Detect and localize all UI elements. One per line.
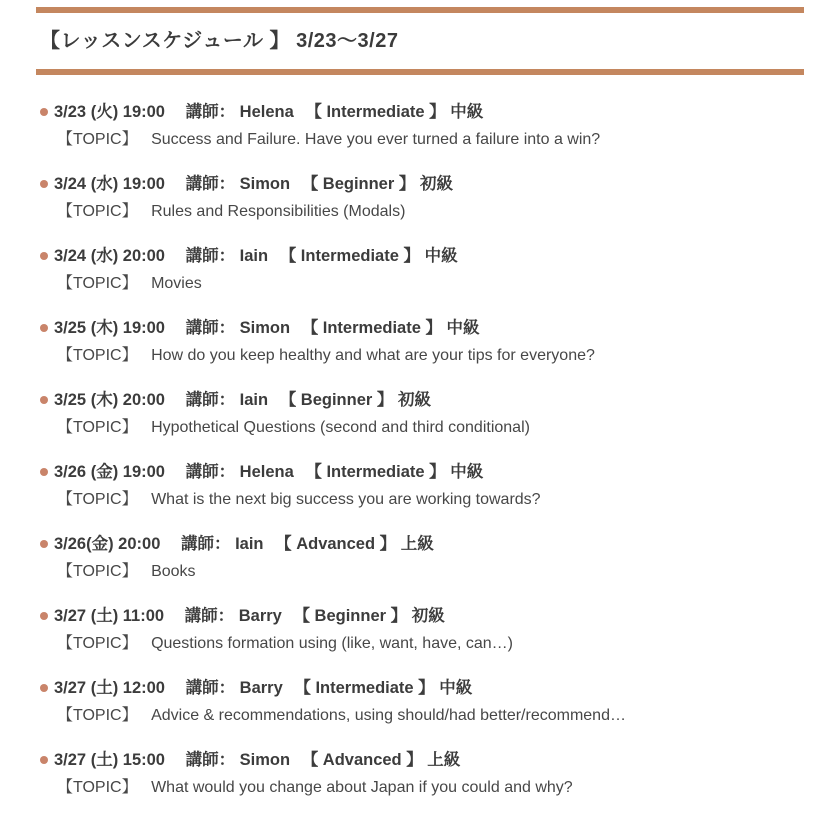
topic-label: 【TOPIC】	[57, 131, 138, 148]
lesson-item	[36, 748, 804, 800]
lesson-heading	[36, 532, 804, 556]
lesson-datetime: 3/26(金) 20:00	[54, 535, 161, 553]
lesson-heading	[36, 604, 804, 628]
top-divider	[36, 7, 804, 13]
instructor-name: Helena	[239, 463, 294, 481]
topic-label: 【TOPIC】	[57, 275, 138, 292]
lesson-datetime: 3/23 (火) 19:00	[54, 103, 165, 121]
lesson-item	[36, 460, 804, 512]
instructor-label: 講師：	[180, 535, 231, 553]
lesson-topic-line	[36, 704, 804, 728]
instructor-name: Helena	[239, 103, 294, 121]
lesson-list	[36, 75, 804, 800]
lesson-datetime: 3/25 (木) 20:00	[54, 391, 165, 409]
bullet-icon	[40, 396, 48, 404]
topic-label: 【TOPIC】	[57, 491, 138, 508]
topic-text: Advice & recommendations, using should/had better/recommend…	[151, 707, 626, 724]
instructor-name: Iain	[239, 247, 269, 265]
bullet-icon	[40, 684, 48, 692]
lesson-datetime: 3/27 (土) 11:00	[54, 607, 165, 625]
lesson-heading	[36, 316, 804, 340]
bullet-icon	[40, 756, 48, 764]
lesson-level-badge: 【 Intermediate 】 中級	[279, 247, 458, 265]
lesson-datetime: 3/24 (水) 19:00	[54, 175, 165, 193]
lesson-topic-line	[36, 416, 804, 440]
lesson-level-badge: 【 Intermediate 】 中級	[294, 679, 473, 697]
lesson-datetime: 3/24 (水) 20:00	[54, 247, 165, 265]
lesson-item	[36, 244, 804, 296]
bullet-icon	[40, 180, 48, 188]
lesson-heading	[36, 748, 804, 772]
bullet-icon	[40, 612, 48, 620]
lesson-level-badge: 【 Beginner 】 初級	[293, 607, 445, 625]
lesson-item	[36, 676, 804, 728]
lesson-heading	[36, 388, 804, 412]
instructor-label: 講師：	[185, 247, 236, 265]
lesson-heading	[36, 676, 804, 700]
instructor-name: Barry	[239, 679, 283, 697]
instructor-name: Simon	[239, 319, 291, 337]
lesson-heading	[36, 100, 804, 124]
lesson-item	[36, 316, 804, 368]
instructor-label: 講師：	[185, 463, 236, 481]
lesson-item	[36, 532, 804, 584]
topic-text: Hypothetical Questions (second and third conditional)	[151, 419, 530, 436]
topic-label: 【TOPIC】	[57, 347, 138, 364]
lesson-item	[36, 172, 804, 224]
instructor-label: 講師：	[185, 103, 236, 121]
instructor-label: 講師：	[185, 175, 236, 193]
instructor-label: 講師：	[185, 391, 236, 409]
lesson-heading	[36, 244, 804, 268]
topic-label: 【TOPIC】	[57, 635, 138, 652]
page-title: 【レッスンスケジュール 】 3/23〜3/27	[40, 30, 399, 52]
lesson-datetime: 3/27 (土) 15:00	[54, 751, 165, 769]
bullet-icon	[40, 108, 48, 116]
lesson-topic-line	[36, 200, 804, 224]
lesson-topic-line	[36, 560, 804, 584]
bullet-icon	[40, 540, 48, 548]
lesson-level-badge: 【 Beginner 】 初級	[301, 175, 453, 193]
instructor-name: Simon	[239, 751, 291, 769]
topic-label: 【TOPIC】	[57, 707, 138, 724]
lesson-datetime: 3/27 (土) 12:00	[54, 679, 165, 697]
lesson-item	[36, 388, 804, 440]
lesson-level-badge: 【 Intermediate 】 中級	[305, 463, 484, 481]
lesson-level-badge: 【 Beginner 】 初級	[279, 391, 431, 409]
lesson-heading	[36, 172, 804, 196]
bullet-icon	[40, 468, 48, 476]
topic-label: 【TOPIC】	[57, 779, 138, 796]
lesson-level-badge: 【 Advanced 】 上級	[301, 751, 461, 769]
instructor-label: 講師：	[185, 679, 236, 697]
topic-text: Questions formation using (like, want, have, can…)	[151, 635, 514, 652]
lesson-topic-line	[36, 128, 804, 152]
instructor-label: 講師：	[185, 319, 236, 337]
lesson-level-badge: 【 Advanced 】 上級	[275, 535, 434, 553]
lesson-item	[36, 100, 804, 152]
topic-text: Movies	[151, 275, 202, 292]
lesson-topic-line	[36, 272, 804, 296]
lesson-datetime: 3/25 (木) 19:00	[54, 319, 165, 337]
instructor-name: Iain	[239, 391, 269, 409]
instructor-name: Barry	[238, 607, 282, 625]
topic-text: What is the next big success you are working towards?	[151, 491, 541, 508]
lesson-topic-line	[36, 776, 804, 800]
topic-text: Rules and Responsibilities (Modals)	[151, 203, 406, 220]
instructor-label: 講師：	[184, 607, 235, 625]
instructor-name: Simon	[239, 175, 291, 193]
bullet-icon	[40, 252, 48, 260]
topic-label: 【TOPIC】	[57, 419, 138, 436]
topic-label: 【TOPIC】	[57, 203, 138, 220]
lesson-topic-line	[36, 632, 804, 656]
instructor-label: 講師：	[185, 751, 236, 769]
lesson-item	[36, 604, 804, 656]
lesson-heading	[36, 460, 804, 484]
bullet-icon	[40, 324, 48, 332]
topic-label: 【TOPIC】	[57, 563, 138, 580]
lesson-datetime: 3/26 (金) 19:00	[54, 463, 165, 481]
lesson-topic-line	[36, 344, 804, 368]
lesson-level-badge: 【 Intermediate 】 中級	[301, 319, 480, 337]
instructor-name: Iain	[235, 535, 264, 553]
topic-text: How do you keep healthy and what are your tips for everyone?	[151, 347, 595, 364]
topic-text: What would you change about Japan if you could and why?	[151, 779, 573, 796]
lesson-level-badge: 【 Intermediate 】 中級	[305, 103, 484, 121]
topic-text: Books	[151, 563, 196, 580]
topic-text: Success and Failure. Have you ever turned a failure into a win?	[151, 131, 601, 148]
lesson-topic-line	[36, 488, 804, 512]
